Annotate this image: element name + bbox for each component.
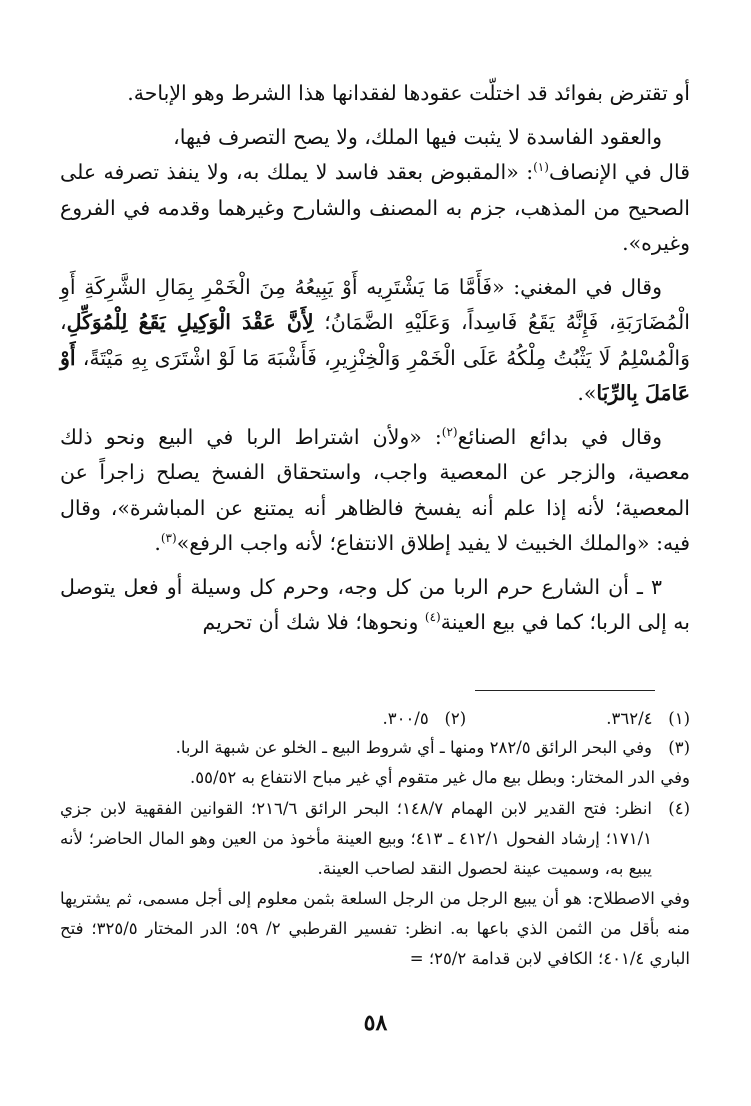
paragraph-5-text-b: : «ولأن اشتراط الربا في البيع ونحو ذلك معصية، والزجر عن المعصية واجب، واستحقاق الفسخ يصلح زاجراً عن المعصية؛ لأنه إذا علم أنه يفسخ فالظاهر أنه يمتنع عن المباشرة»، وقال فيه: «والملك الخبيث لا يفيد إطلاق الانتفاع؛ لأنه واجب الرفع» bbox=[60, 424, 690, 555]
paragraph-4-bold-a: لِأَنَّ عَقْدَ الْوَكِيلِ يَقَعُ لِلْمُوَكِّلِ bbox=[66, 310, 314, 334]
footnote-2 bbox=[382, 704, 466, 734]
paragraph-5-text-c: . bbox=[154, 531, 161, 555]
footnote-separator bbox=[475, 690, 655, 691]
footnote-2-number: (٢) bbox=[444, 709, 467, 728]
footnote-4-text: انظر: فتح القدير لابن الهمام ١٤٨/٧؛ البحر الرائق ٢١٦/٦؛ القوانين الفقهية لابن جزي ١٧١/١؛ إرشاد الفحول ٤١٢/١ ـ ٤١٣؛ وبيع العينة مأخوذ من العين وهو المال الحاضر؛ لأنه يبيع به، وسميت عينة لحصول النقد لصاحب العينة. bbox=[60, 799, 653, 878]
footnote-1-number: (١) bbox=[668, 709, 690, 728]
paragraph-4-text-c: ، وَالْمُسْلِمُ لَا يَثْبُتُ مِلْكُهُ عَلَى الْخَمْرِ وَالْخِنْزِيرِ، فَأَشْبَهَ مَا لَوْ اشْتَرَى بِهِ مَيْتَةً، bbox=[60, 310, 690, 370]
footnote-3-number: (٣) bbox=[668, 738, 690, 757]
footnote-1 bbox=[606, 704, 690, 734]
paragraph-6-text-a: ٣ ـ أن الشارع حرم الربا من كل وجه، وحرم كل وسيلة أو فعل يتوصل به إلى الربا؛ كما في بيع العينة bbox=[60, 574, 690, 634]
footnote-ref-1[interactable]: (١) bbox=[533, 160, 549, 175]
footnote-3-line-1: وفي البحر الرائق ٢٨٢/٥ ومنها ـ أي شروط البيع ـ الخلو عن شبهة الربا. bbox=[175, 738, 652, 757]
page-number: ٥٨ bbox=[363, 1010, 388, 1036]
footnote-2-text: ٣٠٠/٥. bbox=[382, 709, 429, 728]
footnote-4 bbox=[60, 794, 690, 974]
paragraph-2-text: والعقود الفاسدة لا يثبت فيها الملك، ولا يصح التصرف فيها، bbox=[173, 124, 662, 149]
paragraph-3-text-b: : «المقبوض بعقد فاسد لا يملك به، ولا ينفذ تصرفه على الصحيح من المذهب، جزم به المصنف والشارح وغيرهما وقدمه في الفروع وغيره». bbox=[60, 160, 690, 255]
footnote-1-text: ٣٦٢/٤. bbox=[606, 709, 653, 728]
paragraph-4-text-e: ». bbox=[577, 381, 597, 405]
footnote-3 bbox=[60, 733, 690, 793]
footnote-pair-1-2 bbox=[60, 704, 690, 734]
paragraph-3-text-a: قال في الإنصاف bbox=[548, 160, 690, 184]
footnote-4-number: (٤) bbox=[668, 799, 690, 818]
paragraph-4-bold-b: أَوْ عَامَلَ بِالرِّبَا bbox=[60, 345, 690, 405]
main-text bbox=[60, 76, 690, 641]
footnote-ref-3[interactable]: (٣) bbox=[160, 531, 177, 546]
footnote-ref-2[interactable]: (٢) bbox=[441, 424, 458, 439]
paragraph-3 bbox=[60, 155, 690, 262]
footnote-ref-4[interactable]: (٤) bbox=[424, 610, 441, 625]
paragraph-2 bbox=[60, 120, 690, 156]
paragraph-5 bbox=[60, 420, 690, 562]
paragraph-6 bbox=[60, 570, 690, 641]
footnote-3-line-2: وفي الدر المختار: وبطل بيع مال غير متقوم أي غير مباح الانتفاع به ٥٥/٥٢. bbox=[190, 768, 690, 787]
paragraph-4 bbox=[60, 270, 690, 412]
footnote-4-continuation: وفي الاصطلاح: هو أن يبيع الرجل من الرجل السلعة بثمن معلوم إلى أجل مسمى، ثم يشتريها منه بأقل من الثمن الذي باعها به. انظر: تفسير القرطبي ٢/ ٥٩؛ الدر المختار ٣٢٥/٥؛ فتح الباري ٤٠١/٤؛ الكافي لابن قدامة ٢٥/٢؛ = bbox=[60, 889, 691, 968]
paragraph-6-text-b: ونحوها؛ فلا شك أن تحريم bbox=[202, 610, 425, 634]
paragraph-1 bbox=[60, 76, 690, 112]
paragraph-4-text-a: وقال في المغني: «فَأَمَّا مَا يَشْتَرِيه أَوْ يَبِيعُهُ مِنَ الْخَمْرِ بِمَالِ الشَّرِكَةِ أَوِ الْمُضَارَبَةِ، فَإِنَّهُ يَقَعُ فَاسِداً، وَعَلَيْهِ الضَّمَانُ؛ bbox=[60, 274, 690, 334]
paragraph-5-text-a: وقال في بدائع الصنائع bbox=[457, 424, 662, 449]
paragraph-1-text: أو تقترض بفوائد قد اختلّت عقودها لفقدانها هذا الشرط وهو الإباحة. bbox=[127, 81, 690, 105]
